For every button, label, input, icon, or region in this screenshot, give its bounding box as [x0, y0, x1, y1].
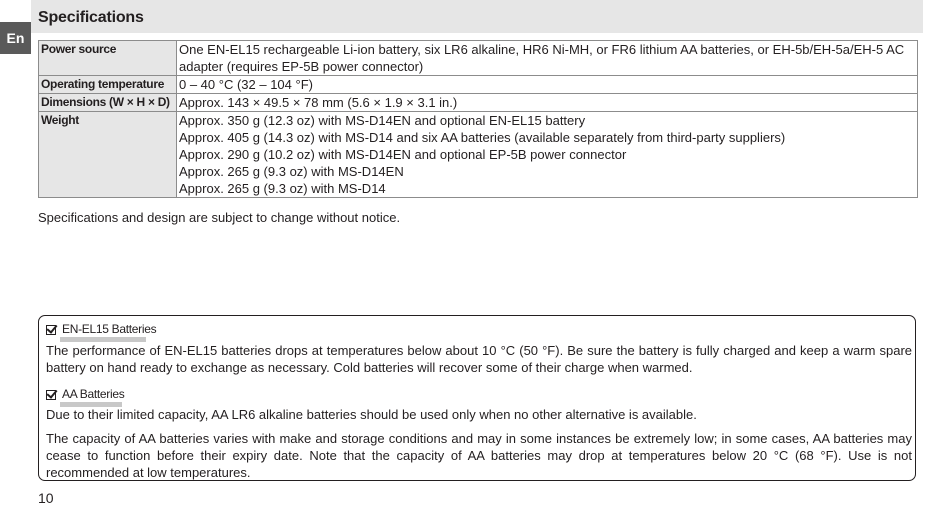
- checkmark-icon: [46, 390, 56, 400]
- spec-line: adapter (requires EP-5B power connector): [179, 59, 424, 74]
- page-number: 10: [38, 490, 54, 506]
- section-header: [31, 0, 923, 33]
- spec-label: Dimensions (W × H × D): [39, 94, 177, 112]
- note-paragraph: Due to their limited capacity, AA LR6 alkaline batteries should be used only when no other alternative is available.: [46, 407, 697, 422]
- notes-box: [38, 315, 916, 481]
- checkmark-icon: [46, 325, 56, 335]
- table-row: [39, 41, 918, 76]
- note-heading-en-el15: [46, 321, 156, 338]
- spec-value: [177, 94, 918, 112]
- spec-line: Approx. 350 g (12.3 oz) with MS-D14EN and optional EN-EL15 battery: [179, 113, 586, 128]
- change-notice: Specifications and design are subject to change without notice.: [38, 210, 401, 225]
- spec-line: One EN-EL15 rechargeable Li-ion battery, six LR6 alkaline, HR6 Ni-MH, or FR6 lithium AA batteries, or EH-5b/EH-5a/EH-5 AC: [179, 42, 905, 57]
- spec-line: 0 – 40 °C (32 – 104 °F): [179, 77, 313, 92]
- spec-value: [177, 76, 918, 94]
- spec-label: Weight: [39, 112, 177, 198]
- note-heading-text: AA Batteries: [62, 387, 125, 401]
- spec-line: Approx. 405 g (14.3 oz) with MS-D14 and six AA batteries (available separately from third-party suppliers): [179, 130, 786, 145]
- spec-label: Power source: [39, 41, 177, 76]
- spec-value: [177, 112, 918, 198]
- table-row: [39, 76, 918, 94]
- spec-line: Approx. 143 × 49.5 × 78 mm (5.6 × 1.9 × 3.1 in.): [179, 95, 458, 110]
- spec-label: Operating temperature: [39, 76, 177, 94]
- spec-value: [177, 41, 918, 76]
- table-row: [39, 94, 918, 112]
- note-paragraph: The performance of EN-EL15 batteries drops at temperatures below about 10 °C (50 °F). Be sure the battery is fully charged and keep a warm spare battery on hand ready to exchange as necessary. Cold batteries will recover some of their charge when warmed.: [46, 343, 912, 375]
- note-heading-text: EN-EL15 Batteries: [62, 322, 157, 336]
- table-row: [39, 112, 918, 198]
- language-tab: En: [0, 22, 31, 54]
- spec-line: Approx. 290 g (10.2 oz) with MS-D14EN and optional EP-5B power connector: [179, 147, 627, 162]
- specifications-table: [38, 40, 918, 198]
- section-title: Specifications: [38, 9, 144, 26]
- spec-line: Approx. 265 g (9.3 oz) with MS-D14: [179, 181, 386, 196]
- note-heading-aa: [46, 386, 124, 403]
- note-paragraph: The capacity of AA batteries varies with make and storage conditions and may in some instances be extremely low; in some cases, AA batteries may cease to function before their expiry date. Note that the capacity of AA batteries may drop at temperatures below 20 °C (68 °F). Use is not recommended at low temperatures.: [46, 431, 912, 480]
- spec-line: Approx. 265 g (9.3 oz) with MS-D14EN: [179, 164, 404, 179]
